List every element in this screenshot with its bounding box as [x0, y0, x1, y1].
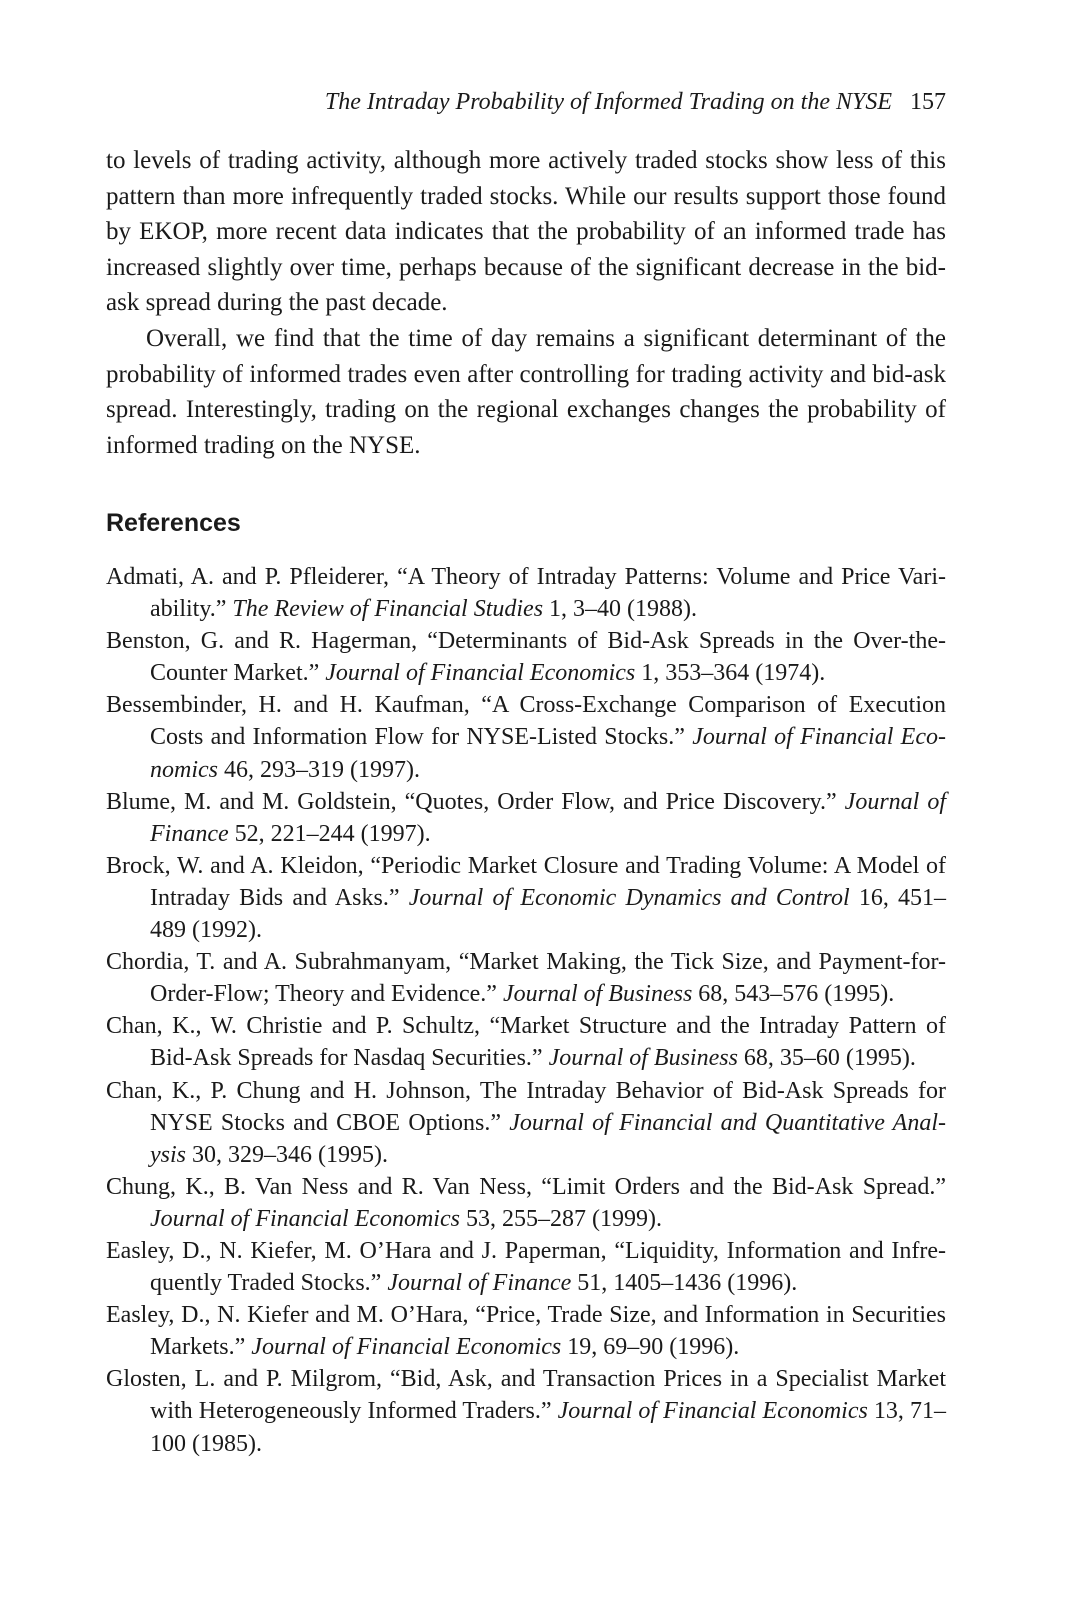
reference-details: 52, 221–244 (1997). — [228, 820, 431, 847]
reference-authors-title: Blume, M. and M. Goldstein, “Quotes, Order Flow, and Price Discovery.” — [106, 788, 845, 815]
reference-details: 53, 255–287 (1999). — [459, 1205, 662, 1232]
reference-authors-title: Bessembinder, H. and H. Kaufman, “A Cross-Exchange Comparison of Execution Costs and Information Flow for NYSE-Listed Stocks.” — [106, 692, 946, 751]
reference-journal: Journal of Economic Dynamics and Control — [408, 884, 850, 911]
body-paragraph: Overall, we find that the time of day remains a significant determinant of the probability of informed trades even after controlling for trading activity and bid-ask spread. Interestingly, trading on the regional exchanges changes the probability of informed trading on the NYSE. — [106, 324, 946, 459]
reference-journal: Journal of Business — [548, 1045, 738, 1072]
reference-entry — [106, 1171, 946, 1235]
reference-details: 19, 69–90 (1996). — [561, 1334, 740, 1361]
reference-journal: Journal of Financial Economics — [150, 724, 946, 783]
reference-authors-title: Chung, K., B. Van Ness and R. Van Ness, “Limit Orders and the Bid-Ask Spread.” — [106, 1173, 946, 1200]
reference-details: 1, 353–364 (1974). — [635, 660, 826, 687]
reference-entry — [106, 1075, 946, 1171]
reference-journal: Journal of Financial Economics — [557, 1398, 868, 1425]
reference-details: 46, 293–319 (1997). — [218, 756, 420, 783]
reference-entry — [106, 1299, 946, 1363]
running-head-title: The Intraday Probability of Informed Trading on the NYSE — [324, 89, 892, 115]
reference-details: 68, 543–576 (1995). — [692, 981, 895, 1008]
reference-authors-title: Glosten, L. and P. Milgrom, “Bid, Ask, and Transaction Prices in a Specialist Market with Heterogeneously Informed Traders.” — [106, 1366, 946, 1425]
reference-journal: Journal of Financial and Quantitative Analysis — [150, 1109, 947, 1168]
reference-journal: Journal of Finance — [387, 1270, 572, 1297]
reference-list — [106, 561, 946, 1460]
reference-authors-title: Benston, G. and R. Hagerman, “Determinants of Bid-Ask Spreads in the Over-the-Counter Market.” — [106, 628, 946, 687]
page-number: 157 — [910, 89, 946, 115]
reference-journal: Journal of Financial Economics — [251, 1334, 562, 1361]
reference-details: 13, 71–100 (1985). — [150, 1398, 946, 1457]
reference-details: 30, 329–346 (1995). — [186, 1141, 388, 1168]
reference-details: 68, 35–60 (1995). — [737, 1045, 916, 1072]
reference-authors-title: Easley, D., N. Kiefer and M. O’Hara, “Price, Trade Size, and Information in Securities Markets.” — [106, 1302, 946, 1361]
reference-authors-title: Chan, K., P. Chung and H. Johnson, The Intraday Behavior of Bid-Ask Spreads for NYSE Stocks and CBOE Options.” — [106, 1077, 946, 1136]
reference-entry — [106, 850, 946, 946]
reference-journal: The Review of Financial Studies — [232, 596, 544, 623]
reference-entry — [106, 786, 946, 850]
reference-details: 51, 1405–1436 (1996). — [571, 1270, 798, 1297]
running-head — [325, 86, 946, 118]
body-text — [106, 143, 946, 463]
reference-authors-title: Admati, A. and P. Pfleiderer, “A Theory of Intraday Patterns: Volume and Price Variability.” — [106, 564, 946, 623]
reference-journal: Journal of Business — [502, 981, 693, 1008]
reference-journal: Journal of Finance — [150, 788, 946, 847]
reference-journal: Journal of Financial Economics — [325, 660, 636, 687]
reference-entry — [106, 1010, 946, 1074]
reference-details: 1, 3–40 (1988). — [543, 596, 698, 623]
body-paragraph: to levels of trading activity, although more actively traded stocks show less of this pattern than more infrequently traded stocks. While our results support those found by EKOP, more recent data indicates that the probability of an informed trade has increased slightly over time, perhaps because of the significant decrease in the bid-ask spread during the past decade. — [106, 147, 946, 317]
reference-authors-title: Easley, D., N. Kiefer, M. O’Hara and J. Paperman, “Liquidity, Information and Infrequently Traded Stocks.” — [106, 1237, 946, 1297]
reference-entry — [106, 1363, 946, 1459]
reference-journal: Journal of Financial Economics — [150, 1205, 460, 1232]
reference-entry — [106, 946, 946, 1010]
reference-authors-title: Brock, W. and A. Kleidon, “Periodic Market Closure and Trading Volume: A Model of Intraday Bids and Asks.” — [106, 852, 946, 911]
reference-entry — [106, 625, 946, 689]
reference-entry — [106, 561, 946, 625]
references-heading: References — [106, 509, 241, 537]
reference-authors-title: Chan, K., W. Christie and P. Schultz, “Market Structure and the Intraday Pattern of Bid-Ask Spreads for Nasdaq Securities.” — [106, 1013, 946, 1072]
reference-details: 16, 451–489 (1992). — [150, 884, 947, 944]
reference-entry — [106, 1235, 946, 1299]
reference-authors-title: Chordia, T. and A. Subrahmanyam, “Market Making, the Tick Size, and Payment-for-Order-Flow; Theory and Evidence.” — [106, 949, 946, 1008]
reference-entry — [106, 689, 946, 785]
